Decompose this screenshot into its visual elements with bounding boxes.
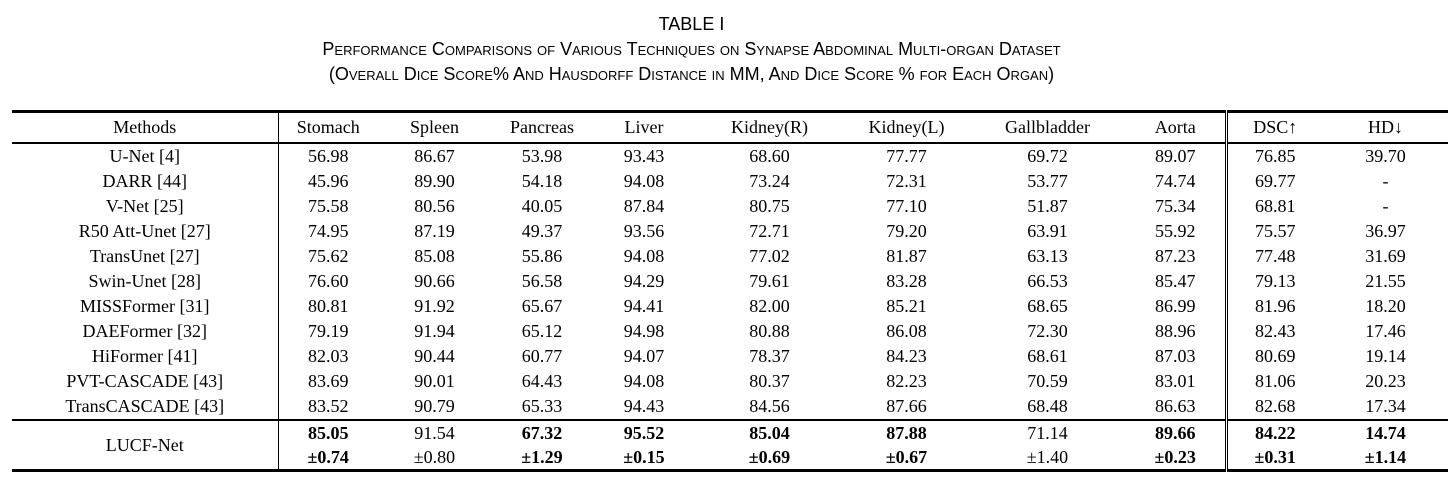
ours-std-stomach: ±0.74 bbox=[307, 447, 349, 467]
cell-dsc: 81.96 bbox=[1226, 294, 1323, 319]
table-caption-line-1: Performance Comparisons of Various Techniques on Synapse Abdominal Multi-organ Dataset bbox=[322, 39, 1061, 59]
cell-hd: 20.23 bbox=[1365, 371, 1406, 391]
cell-dsc: 79.13 bbox=[1226, 269, 1323, 294]
cell-spleen: 90.01 bbox=[414, 371, 455, 391]
cell-gallbladder: 70.59 bbox=[1027, 371, 1068, 391]
table-body bbox=[12, 143, 1448, 471]
cell-aorta: 87.03 bbox=[1155, 346, 1196, 366]
cell-dsc: 82.43 bbox=[1226, 319, 1323, 344]
method-name: R50 Att-Unet [27] bbox=[78, 221, 211, 241]
cell-spleen: 91.94 bbox=[414, 321, 455, 341]
cell-kidney-r: 72.71 bbox=[749, 221, 790, 241]
col-header-stomach: Stomach bbox=[278, 112, 378, 144]
cell-kidney-r: 80.88 bbox=[749, 321, 790, 341]
table-row bbox=[12, 219, 1448, 244]
cell-pancreas: 53.98 bbox=[521, 146, 563, 166]
cell-kidney-l: 87.66 bbox=[886, 396, 927, 416]
ours-cell-liver bbox=[593, 420, 695, 471]
cell-spleen: 91.92 bbox=[414, 296, 455, 316]
ours-cell-pancreas bbox=[491, 420, 593, 471]
cell-liver: 94.98 bbox=[623, 321, 665, 341]
table-row bbox=[12, 294, 1448, 319]
cell-hd: 39.70 bbox=[1365, 146, 1406, 166]
method-name: U-Net [4] bbox=[109, 146, 180, 166]
cell-aorta: 86.63 bbox=[1155, 396, 1196, 416]
cell-pancreas: 54.18 bbox=[521, 171, 563, 191]
cell-gallbladder: 68.65 bbox=[1027, 296, 1068, 316]
col-header-pancreas: Pancreas bbox=[491, 112, 593, 144]
cell-hd: 17.34 bbox=[1365, 396, 1406, 416]
col-header-liver: Liver bbox=[593, 112, 695, 144]
cell-dsc: 69.77 bbox=[1226, 169, 1323, 194]
ours-cell-spleen bbox=[378, 420, 491, 471]
method-name: PVT-CASCADE [43] bbox=[66, 371, 224, 391]
cell-spleen: 87.19 bbox=[414, 221, 455, 241]
ours-mean-liver: 95.52 bbox=[623, 423, 665, 443]
method-name: TransCASCADE [43] bbox=[65, 396, 225, 416]
table-row bbox=[12, 319, 1448, 344]
ours-mean-pancreas: 67.32 bbox=[521, 423, 563, 443]
ours-std-spleen: ±0.80 bbox=[413, 447, 456, 467]
cell-hd: 31.69 bbox=[1365, 246, 1406, 266]
cell-pancreas: 65.12 bbox=[521, 321, 563, 341]
cell-spleen: 90.79 bbox=[414, 396, 455, 416]
cell-stomach: 83.69 bbox=[278, 369, 378, 394]
table-row bbox=[12, 394, 1448, 420]
col-header-kidney-l: Kidney(L) bbox=[844, 112, 969, 144]
header-row bbox=[12, 112, 1448, 144]
cell-pancreas: 65.33 bbox=[521, 396, 563, 416]
cell-stomach: 75.58 bbox=[278, 194, 378, 219]
cell-stomach: 74.95 bbox=[278, 219, 378, 244]
ours-mean-gallbladder: 71.14 bbox=[1027, 423, 1068, 443]
cell-dsc: 76.85 bbox=[1226, 143, 1323, 169]
ours-cell-stomach bbox=[278, 420, 378, 471]
cell-hd: - bbox=[1382, 196, 1389, 216]
cell-aorta: 88.96 bbox=[1155, 321, 1196, 341]
ours-cell-aorta bbox=[1126, 420, 1226, 471]
cell-liver: 94.07 bbox=[623, 346, 665, 366]
cell-pancreas: 60.77 bbox=[521, 346, 563, 366]
ours-mean-stomach: 85.05 bbox=[308, 423, 349, 443]
cell-liver: 94.08 bbox=[623, 246, 665, 266]
cell-pancreas: 56.58 bbox=[521, 271, 563, 291]
cell-kidney-l: 86.08 bbox=[886, 321, 927, 341]
cell-aorta: 89.07 bbox=[1155, 146, 1196, 166]
cell-gallbladder: 51.87 bbox=[1027, 196, 1068, 216]
cell-pancreas: 40.05 bbox=[521, 196, 563, 216]
ours-std-dsc: ±0.31 bbox=[1254, 447, 1296, 467]
ours-cell-kidney-l bbox=[844, 420, 969, 471]
cell-pancreas: 55.86 bbox=[521, 246, 563, 266]
cell-gallbladder: 66.53 bbox=[1027, 271, 1068, 291]
cell-kidney-r: 78.37 bbox=[749, 346, 790, 366]
cell-liver: 93.43 bbox=[623, 146, 665, 166]
cell-kidney-r: 77.02 bbox=[749, 246, 790, 266]
results-table bbox=[12, 110, 1448, 472]
cell-dsc: 75.57 bbox=[1226, 219, 1323, 244]
cell-kidney-l: 82.23 bbox=[886, 371, 927, 391]
col-header-gallbladder: Gallbladder bbox=[969, 112, 1126, 144]
cell-kidney-l: 77.77 bbox=[886, 146, 927, 166]
cell-stomach: 75.62 bbox=[278, 244, 378, 269]
cell-kidney-l: 79.20 bbox=[886, 221, 927, 241]
method-name-ours: LUCF-Net bbox=[12, 420, 278, 471]
table-label: TABLE I bbox=[658, 14, 725, 34]
cell-dsc: 82.68 bbox=[1226, 394, 1323, 420]
cell-kidney-l: 83.28 bbox=[886, 271, 927, 291]
cell-kidney-r: 84.56 bbox=[749, 396, 790, 416]
cell-spleen: 90.44 bbox=[414, 346, 455, 366]
cell-pancreas: 49.37 bbox=[521, 221, 563, 241]
cell-dsc: 81.06 bbox=[1226, 369, 1323, 394]
cell-spleen: 89.90 bbox=[414, 171, 455, 191]
cell-liver: 93.56 bbox=[623, 221, 665, 241]
ours-std-aorta: ±0.23 bbox=[1154, 447, 1196, 467]
method-name: HiFormer [41] bbox=[92, 346, 198, 366]
cell-stomach: 76.60 bbox=[278, 269, 378, 294]
cell-stomach: 56.98 bbox=[278, 143, 378, 169]
table-row bbox=[12, 169, 1448, 194]
ours-mean-dsc: 84.22 bbox=[1255, 423, 1296, 443]
cell-gallbladder: 63.13 bbox=[1027, 246, 1068, 266]
table-row-ours bbox=[12, 420, 1448, 471]
cell-kidney-r: 80.37 bbox=[749, 371, 790, 391]
ours-std-kidney-r: ±0.69 bbox=[748, 447, 791, 467]
cell-dsc: 80.69 bbox=[1226, 344, 1323, 369]
ours-cell-dsc bbox=[1226, 420, 1323, 471]
ours-mean-spleen: 91.54 bbox=[414, 423, 455, 443]
ours-std-kidney-l: ±0.67 bbox=[885, 447, 928, 467]
cell-gallbladder: 68.48 bbox=[1027, 396, 1068, 416]
col-header-aorta: Aorta bbox=[1126, 112, 1226, 144]
cell-liver: 94.08 bbox=[623, 171, 665, 191]
ours-cell-gallbladder bbox=[969, 420, 1126, 471]
cell-gallbladder: 69.72 bbox=[1027, 146, 1068, 166]
cell-aorta: 87.23 bbox=[1155, 246, 1196, 266]
ours-mean-hd: 14.74 bbox=[1365, 423, 1406, 443]
cell-kidney-l: 81.87 bbox=[886, 246, 927, 266]
method-name: Swin-Unet [28] bbox=[88, 271, 201, 291]
cell-stomach: 82.03 bbox=[278, 344, 378, 369]
table-row bbox=[12, 194, 1448, 219]
cell-liver: 87.84 bbox=[623, 196, 665, 216]
cell-kidney-r: 80.75 bbox=[749, 196, 790, 216]
cell-liver: 94.41 bbox=[623, 296, 665, 316]
cell-gallbladder: 72.30 bbox=[1027, 321, 1068, 341]
cell-kidney-r: 79.61 bbox=[749, 271, 790, 291]
cell-spleen: 90.66 bbox=[414, 271, 455, 291]
method-name: DARR [44] bbox=[102, 171, 187, 191]
cell-spleen: 86.67 bbox=[414, 146, 455, 166]
method-name: TransUnet [27] bbox=[89, 246, 200, 266]
cell-aorta: 55.92 bbox=[1155, 221, 1196, 241]
method-name: V-Net [25] bbox=[105, 196, 184, 216]
method-name: MISSFormer [31] bbox=[80, 296, 210, 316]
cell-stomach: 83.52 bbox=[278, 394, 378, 420]
cell-kidney-r: 73.24 bbox=[749, 171, 790, 191]
cell-spleen: 85.08 bbox=[414, 246, 455, 266]
cell-gallbladder: 53.77 bbox=[1027, 171, 1068, 191]
cell-kidney-l: 72.31 bbox=[886, 171, 927, 191]
ours-cell-hd bbox=[1323, 420, 1448, 471]
cell-gallbladder: 68.61 bbox=[1027, 346, 1068, 366]
cell-aorta: 86.99 bbox=[1155, 296, 1196, 316]
cell-stomach: 79.19 bbox=[278, 319, 378, 344]
ours-std-liver: ±0.15 bbox=[623, 447, 665, 467]
cell-aorta: 75.34 bbox=[1155, 196, 1196, 216]
ours-mean-kidney-r: 85.04 bbox=[749, 423, 790, 443]
col-header-kidney-r: Kidney(R) bbox=[695, 112, 844, 144]
cell-hd: 21.55 bbox=[1365, 271, 1406, 291]
table-row bbox=[12, 369, 1448, 394]
cell-hd: 19.14 bbox=[1365, 346, 1406, 366]
ours-mean-aorta: 89.66 bbox=[1155, 423, 1196, 443]
col-header-methods: Methods bbox=[12, 112, 278, 144]
cell-kidney-l: 77.10 bbox=[886, 196, 927, 216]
col-header-hd: HD↓ bbox=[1323, 112, 1448, 144]
table-row bbox=[12, 143, 1448, 169]
cell-liver: 94.08 bbox=[623, 371, 665, 391]
cell-aorta: 83.01 bbox=[1155, 371, 1196, 391]
cell-liver: 94.43 bbox=[623, 396, 665, 416]
ours-cell-kidney-r bbox=[695, 420, 844, 471]
cell-dsc: 68.81 bbox=[1226, 194, 1323, 219]
cell-kidney-r: 68.60 bbox=[749, 146, 790, 166]
ours-std-hd: ±1.14 bbox=[1364, 447, 1407, 467]
table-row bbox=[12, 344, 1448, 369]
cell-stomach: 80.81 bbox=[278, 294, 378, 319]
cell-kidney-l: 85.21 bbox=[886, 296, 927, 316]
cell-hd: 18.20 bbox=[1365, 296, 1406, 316]
cell-hd: - bbox=[1382, 171, 1389, 191]
cell-spleen: 80.56 bbox=[414, 196, 455, 216]
cell-liver: 94.29 bbox=[623, 271, 665, 291]
ours-mean-kidney-l: 87.88 bbox=[886, 423, 927, 443]
col-header-dsc: DSC↑ bbox=[1226, 112, 1323, 144]
cell-aorta: 85.47 bbox=[1155, 271, 1196, 291]
table-caption-line-2: (Overall Dice Score% And Hausdorff Distance in MM, And Dice Score % for Each Organ) bbox=[328, 64, 1055, 84]
col-header-spleen: Spleen bbox=[378, 112, 491, 144]
method-name: DAEFormer [32] bbox=[82, 321, 207, 341]
cell-pancreas: 64.43 bbox=[521, 371, 563, 391]
cell-hd: 36.97 bbox=[1365, 221, 1406, 241]
ours-std-pancreas: ±1.29 bbox=[521, 447, 563, 467]
cell-aorta: 74.74 bbox=[1155, 171, 1196, 191]
table-row bbox=[12, 269, 1448, 294]
cell-pancreas: 65.67 bbox=[521, 296, 563, 316]
cell-hd: 17.46 bbox=[1365, 321, 1406, 341]
ours-std-gallbladder: ±1.40 bbox=[1026, 447, 1069, 467]
cell-kidney-r: 82.00 bbox=[749, 296, 790, 316]
cell-stomach: 45.96 bbox=[278, 169, 378, 194]
cell-kidney-l: 84.23 bbox=[886, 346, 927, 366]
cell-dsc: 77.48 bbox=[1226, 244, 1323, 269]
cell-gallbladder: 63.91 bbox=[1027, 221, 1068, 241]
table-row bbox=[12, 244, 1448, 269]
